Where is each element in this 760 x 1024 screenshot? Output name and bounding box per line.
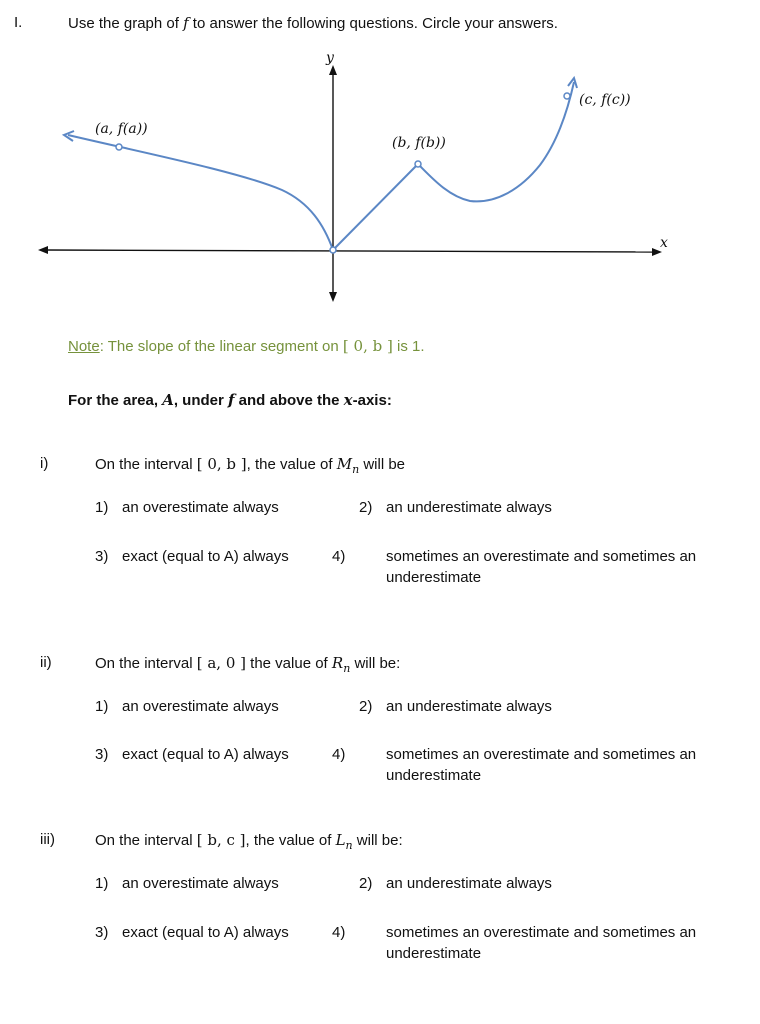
curve-left-branch — [68, 135, 333, 250]
q2-mid: the value of — [245, 655, 332, 672]
option-text: an overestimate always — [122, 875, 279, 892]
instruction-pre: Use the graph of — [68, 15, 184, 32]
option-number: 1) — [95, 875, 109, 892]
instruction-var: f — [183, 14, 189, 32]
question-3-number: iii) — [40, 831, 55, 848]
slope-note — [68, 337, 425, 355]
option-number: 2) — [359, 499, 373, 516]
option-number: 3) — [95, 548, 109, 565]
q3-option-2[interactable] — [359, 873, 552, 894]
question-2-text — [95, 654, 400, 675]
q1-sum: M — [336, 455, 353, 473]
option-text: exact (equal to A) always — [122, 924, 289, 941]
area-header-post: -axis: — [352, 392, 392, 409]
point-b-label: (b, f(b)) — [392, 135, 446, 151]
question-1-number: i) — [40, 455, 49, 472]
q3-option-4[interactable] — [332, 922, 746, 964]
problem-number: I. — [14, 14, 23, 31]
q1-post: will be — [359, 456, 406, 473]
note-interval: [ 0, b ] — [342, 337, 393, 355]
option-text: exact (equal to A) always — [122, 746, 289, 763]
question-2-number: ii) — [40, 654, 52, 671]
option-text: an overestimate always — [122, 499, 279, 516]
option-text: exact (equal to A) always — [122, 548, 289, 565]
q1-option-2[interactable] — [359, 497, 552, 518]
x-axis-left-arrow — [38, 246, 48, 254]
point-c-label: (c, f(c)) — [579, 92, 631, 108]
instruction-post: to answer the following questions. Circle your answers. — [188, 15, 558, 32]
point-a-label: (a, f(a)) — [95, 121, 148, 137]
q2-option-1[interactable] — [95, 696, 279, 717]
option-number: 1) — [95, 499, 109, 516]
origin-marker — [330, 247, 336, 253]
q1-sub: n — [352, 463, 360, 476]
q2-sum: R — [331, 654, 344, 672]
linear-segment — [333, 164, 418, 250]
q3-post: will be: — [352, 832, 403, 849]
q2-post: will be: — [350, 655, 401, 672]
area-header-var-x: x — [343, 391, 353, 409]
q2-option-2[interactable] — [359, 696, 552, 717]
point-c-marker — [564, 93, 570, 99]
option-number: 4) — [332, 924, 346, 941]
q1-option-4[interactable] — [332, 546, 746, 588]
option-number: 3) — [95, 924, 109, 941]
area-header-mid2: and above the — [234, 392, 344, 409]
q2-pre: On the interval — [95, 655, 197, 672]
note-text-pre: : The slope of the linear segment on — [99, 338, 343, 355]
point-b-marker — [415, 161, 421, 167]
option-number: 3) — [95, 746, 109, 763]
area-header-var-f: f — [228, 391, 235, 409]
option-number: 1) — [95, 698, 109, 715]
q2-sub: n — [343, 662, 351, 675]
q3-mid: , the value of — [245, 832, 336, 849]
q3-option-3[interactable] — [95, 922, 289, 943]
option-number: 2) — [359, 698, 373, 715]
option-number: 2) — [359, 875, 373, 892]
option-text: an overestimate always — [122, 698, 279, 715]
q3-sum: L — [335, 831, 346, 849]
option-text: an underestimate always — [386, 875, 552, 892]
area-header-mid: , under — [173, 392, 229, 409]
q3-sub: n — [345, 839, 353, 852]
area-header-var-a: A — [162, 391, 174, 409]
option-text: an underestimate always — [386, 698, 552, 715]
question-1-text — [95, 455, 405, 476]
note-label: Note — [68, 338, 100, 355]
point-a-marker — [116, 144, 122, 150]
q2-option-3[interactable] — [95, 744, 289, 765]
q3-interval: [ b, c ] — [196, 831, 246, 849]
q3-pre: On the interval — [95, 832, 197, 849]
q1-option-3[interactable] — [95, 546, 289, 567]
q1-interval: [ 0, b ] — [196, 455, 247, 473]
note-text-post: is 1. — [392, 338, 425, 355]
option-number: 4) — [332, 746, 346, 763]
q1-option-1[interactable] — [95, 497, 279, 518]
q2-interval: [ a, 0 ] — [196, 654, 246, 672]
y-axis-up-arrow — [329, 65, 337, 75]
y-axis-label: y — [326, 50, 334, 66]
q1-mid: , the value of — [246, 456, 337, 473]
x-axis — [45, 250, 656, 252]
option-text: an underestimate always — [386, 499, 552, 516]
q2-option-4[interactable] — [332, 744, 746, 786]
function-graph — [0, 0, 760, 330]
y-axis-down-arrow — [329, 292, 337, 302]
option-text: sometimes an overestimate and sometimes an underestimate — [386, 548, 697, 586]
question-3-text — [95, 831, 403, 852]
option-number: 4) — [332, 548, 346, 565]
q1-pre: On the interval — [95, 456, 197, 473]
x-axis-label: x — [660, 235, 668, 251]
option-text: sometimes an overestimate and sometimes an underestimate — [386, 924, 697, 962]
option-text: sometimes an overestimate and sometimes an underestimate — [386, 746, 697, 784]
area-header-pre: For the area, — [68, 392, 163, 409]
q3-option-1[interactable] — [95, 873, 279, 894]
area-header — [68, 391, 392, 409]
